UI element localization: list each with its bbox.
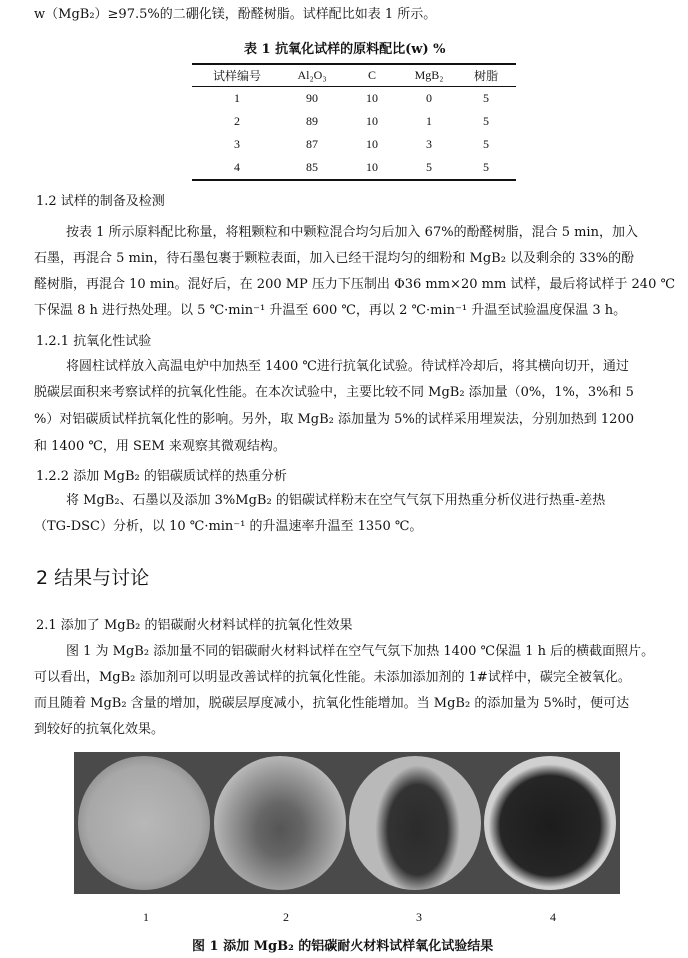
cell: 10 [366, 91, 378, 105]
paragraph-line: （TG-DSC）分析，以 10 ℃·min⁻¹ 的升温速率升温至 1350 ℃。 [34, 519, 423, 534]
paragraph-line: 将 MgB₂、石墨以及添加 3%MgB₂ 的铝碳试样粉末在空气气氛下用热重分析仪进行热重-差热 [66, 493, 606, 508]
table-row [192, 87, 516, 111]
section-heading-1-2-1: 1.2.1 抗氧化性试验 [36, 334, 152, 349]
header-sample-id: 试样编号 [192, 64, 282, 87]
cell: 4 [192, 156, 282, 180]
cell: 89 [306, 114, 318, 128]
header-c: C [342, 64, 402, 87]
cell: 5 [456, 156, 516, 180]
header-al2o3: Al₂O₃ [282, 64, 342, 87]
table-caption: 表 1 抗氧化试样的原料配比(w) % [244, 42, 446, 57]
sample-4-image [484, 756, 616, 890]
cell: 10 [366, 137, 378, 151]
paragraph-line: 将圆柱试样放入高温电炉中加热至 1400 ℃进行抗氧化试验。待试样冷却后，将其横向切开，通过 [66, 359, 629, 374]
paragraph-line: 到较好的抗氧化效果。 [34, 722, 165, 737]
cell: 5 [483, 91, 489, 105]
table-header-row [192, 64, 516, 87]
cell: 10 [366, 114, 378, 128]
table-row [192, 133, 516, 156]
paragraph-line: 按表 1 所示原料配比称量，将粗颗粒和中颗粒混合均匀后加入 67%的酚醛树脂，混合 5 min，加入 [66, 225, 638, 240]
paragraph-line: 石墨，再混合 5 min，待石墨包裹于颗粒表面，加入已经干混均匀的细粉和 MgB₂ 以及剩余的 33%的酚 [34, 251, 635, 266]
section-heading-1-2: 1.2 试样的制备及检测 [36, 194, 165, 209]
cell: 1 [426, 114, 432, 128]
sample-cross-section-photo [74, 752, 620, 894]
cell: 3 [234, 137, 240, 151]
cell: 1 [234, 91, 240, 105]
paragraph-line: 下保温 8 h 进行热处理。以 5 ℃·min⁻¹ 升温至 600 ℃，再以 2 ℃·min⁻¹ 升温至试验温度保温 3 h。 [34, 303, 627, 318]
sample-2-image [214, 756, 346, 890]
paragraph-line: 可以看出，MgB₂ 添加剂可以明显改善试样的抗氧化性能。未添加添加剂的 1#试样中，碳完全被氧化。 [34, 670, 631, 685]
cell: 3 [426, 137, 432, 151]
cell: 0 [426, 91, 432, 105]
sample-3-image [349, 756, 481, 890]
paragraph-line: 而且随着 MgB₂ 含量的增加，脱碳层厚度减小，抗氧化性能增加。当 MgB₂ 的添加量为 5%时，便可达 [34, 696, 630, 711]
paragraph-line: 图 1 为 MgB₂ 添加量不同的铝碳耐火材料试样在空气气氛下加热 1400 ℃保温 1 h 后的横截面照片。 [66, 644, 655, 659]
sample-label-1: 1 [143, 910, 149, 924]
paragraph-line: 脱碳层面积来考察试样的抗氧化性能。在本次试验中，主要比较不同 MgB₂ 添加量（0%，1%，3%和 5 [34, 385, 634, 400]
section-heading-2-1: 2.1 添加了 MgB₂ 的铝碳耐火材料试样的抗氧化性效果 [36, 618, 353, 633]
paragraph-line: %）对铝碳质试样抗氧化性的影响。另外，取 MgB₂ 添加量为 5%的试样采用埋炭法，分别加热到 1200 [34, 412, 634, 427]
cell: 87 [306, 137, 318, 151]
cell: 10 [342, 156, 402, 180]
sample-label-4: 4 [550, 910, 556, 924]
paragraph-line: 和 1400 ℃，用 SEM 来观察其微观结构。 [34, 439, 286, 454]
cell: 85 [282, 156, 342, 180]
cell: 5 [402, 156, 456, 180]
sample-label-2: 2 [283, 910, 289, 924]
cell: 90 [306, 91, 318, 105]
cell: 5 [483, 114, 489, 128]
sample-1-image [78, 756, 210, 890]
cell: 5 [483, 137, 489, 151]
header-resin: 树脂 [456, 64, 516, 87]
cell: 2 [234, 114, 240, 128]
paragraph-line: 醛树脂，再混合 10 min。混好后，在 200 MP 压力下压制出 Φ36 mm×20 mm 试样，最后将试样于 240 ℃ [34, 277, 676, 292]
intro-line: w（MgB₂）≥97.5%的二硼化镁，酚醛树脂。试样配比如表 1 所示。 [34, 7, 437, 22]
section-heading-1-2-2: 1.2.2 添加 MgB₂ 的铝碳质试样的热重分析 [36, 469, 287, 484]
table-row [192, 156, 516, 180]
section-heading-2: 2 结果与讨论 [36, 567, 150, 589]
sample-label-3: 3 [416, 910, 422, 924]
table-row [192, 110, 516, 133]
header-mgb2: MgB₂ [402, 64, 456, 87]
figure-caption: 图 1 添加 MgB₂ 的铝碳耐火材料试样氧化试验结果 [192, 939, 494, 954]
composition-table [192, 63, 516, 181]
